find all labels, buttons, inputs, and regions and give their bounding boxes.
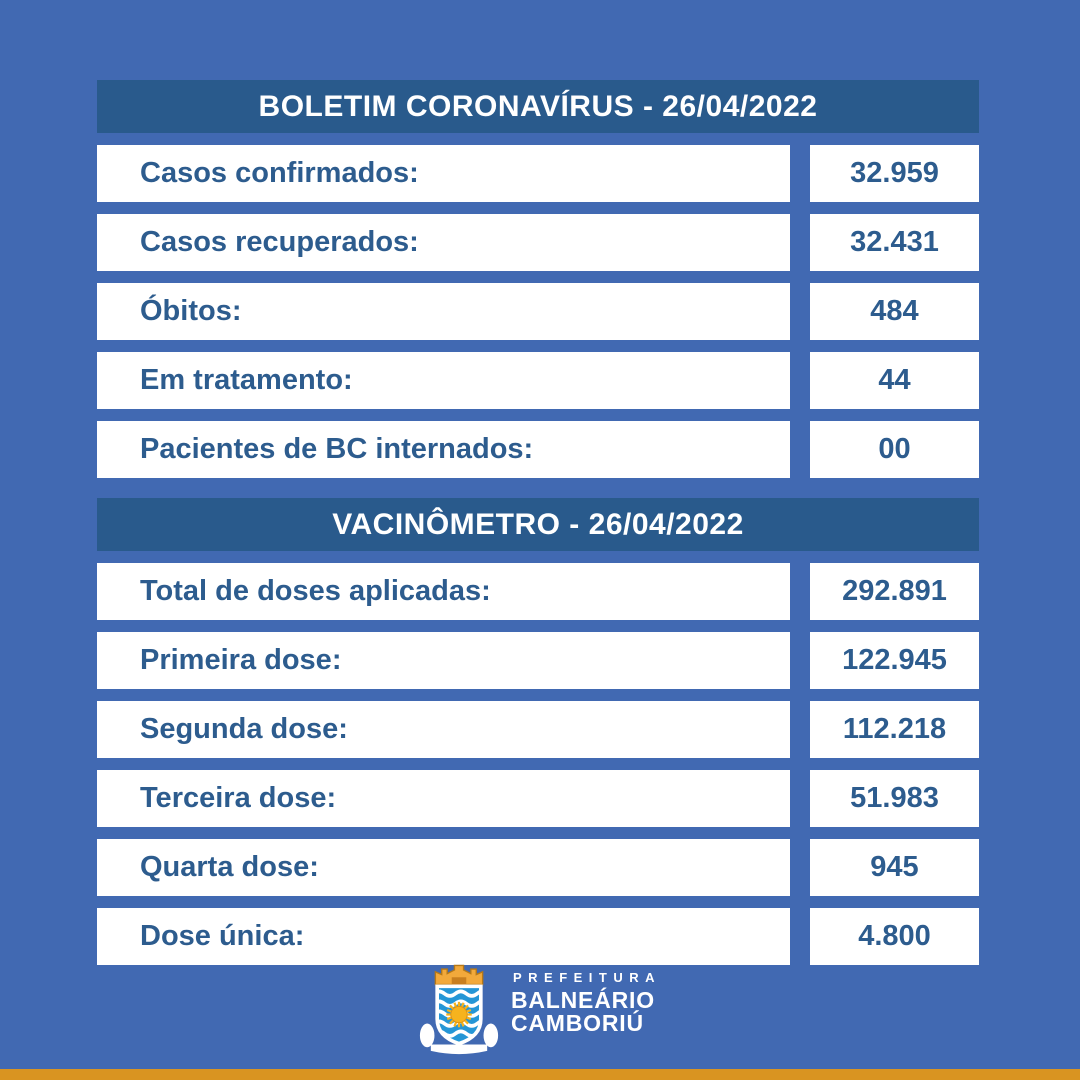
table-row [97,839,979,896]
stat-value: 44 [810,352,979,409]
table-row [97,701,979,758]
stat-value: 32.431 [810,214,979,271]
stat-label: Total de doses aplicadas: [97,563,790,620]
stat-label: Óbitos: [97,283,790,340]
stat-value: 292.891 [810,563,979,620]
stat-value: 4.800 [810,908,979,965]
stat-value: 32.959 [810,145,979,202]
table-row [97,283,979,340]
stat-label: Quarta dose: [97,839,790,896]
stat-value: 945 [810,839,979,896]
stat-label: Casos confirmados: [97,145,790,202]
stat-value: 00 [810,421,979,478]
stat-label: Pacientes de BC internados: [97,421,790,478]
logo-prefeitura-label: PREFEITURA [512,970,662,985]
stat-value: 122.945 [810,632,979,689]
stat-label: Dose única: [97,908,790,965]
table-row [97,908,979,965]
table-row [97,214,979,271]
table-row [97,421,979,478]
logo-city-name-line1: BALNEÁRIO [510,987,655,1013]
stat-value: 112.218 [810,701,979,758]
logo-city-name-line2: CAMBORIÚ [510,1009,644,1036]
table-row [97,632,979,689]
stat-value: 51.983 [810,770,979,827]
city-crest-icon [419,962,499,1063]
stat-label: Terceira dose: [97,770,790,827]
table-row [97,352,979,409]
stat-label: Primeira dose: [97,632,790,689]
stat-label: Casos recuperados: [97,214,790,271]
stat-value: 484 [810,283,979,340]
stat-label: Em tratamento: [97,352,790,409]
bulletin-header: BOLETIM CORONAVÍRUS - 26/04/2022 [97,80,979,133]
bottom-accent-bar [0,1069,1080,1080]
stats-board [97,80,979,965]
city-logo [0,962,1080,1063]
table-row [97,563,979,620]
table-row [97,145,979,202]
table-row [97,770,979,827]
vaccinometer-header: VACINÔMETRO - 26/04/2022 [97,498,979,551]
stat-label: Segunda dose: [97,701,790,758]
city-logo-text [511,962,661,1034]
